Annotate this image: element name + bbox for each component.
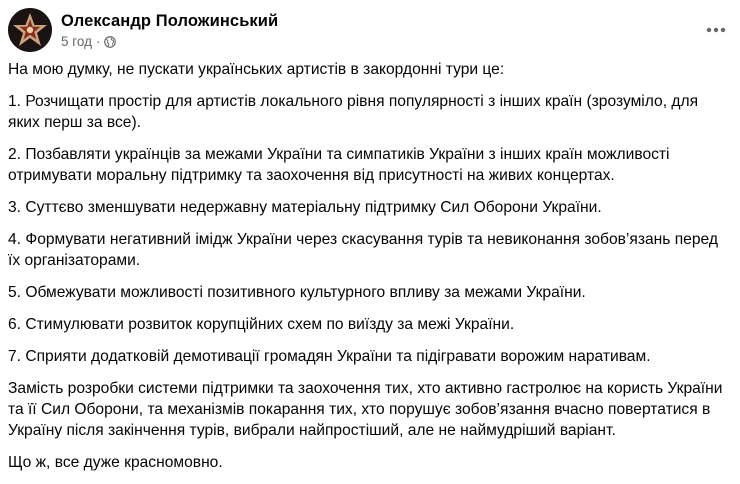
avatar[interactable] [8,8,52,52]
post-paragraph-conclusion: Замість розробки системи підтримки та заохочення тих, хто активно гастролює на користь України та її Сил Оборони, та механізмів покарання тих, хто порушує зобов’язання вчасно повертатися в Україну після закінчення турів, вибрали найпростіший, але не наймудріший варіант. [8,380,723,439]
post-paragraph-point-7: 7. Сприяти додатковій демотивації громадян України та підігравати ворожим наративам. [8,348,651,365]
post-paragraph-point-6: 6. Стимулювати розвиток корупційних схем по виїзду за межі України. [8,316,515,333]
separator-dot: · [95,33,101,49]
post-paragraph-point-5: 5. Обмежувати можливості позитивного культурного впливу за межами України. [8,284,586,301]
author-name[interactable]: Олександр Положинський [61,11,279,30]
post-meta [61,11,278,50]
post-paragraph-point-3: 3. Суттєво зменшувати недержавну матеріальну підтримку Сил Оборони України. [8,199,602,216]
post-paragraph-point-2: 2. Позбавляти українців за межами України та симпатиків України з інших країн можливості отримувати моральну підтримку та заохочення від присутності на живих концертах. [8,146,670,184]
post-text [8,59,734,484]
more-options-button[interactable] [700,14,732,46]
post-paragraph-intro: На мою думку, не пускати українських артистів в закордонні тури це: [8,61,505,78]
post-subline [61,34,278,50]
more-options-icon [706,27,726,33]
globe-icon[interactable] [104,36,116,48]
post-paragraph-point-4: 4. Формувати негативний імідж України через скасування турів та невиконання зобов’язань перед їх організаторами. [8,231,718,269]
post-timestamp[interactable]: 5 год [61,33,92,49]
post-header [8,6,732,54]
post-paragraph-point-1: 1. Розчищати простір для артистів локального рівня популярності з інших країн (зрозуміло, для яких перш за все). [8,93,699,131]
post-paragraph-closing: Що ж, все дуже красномовно. [8,454,223,471]
star-logo-icon [8,8,52,52]
